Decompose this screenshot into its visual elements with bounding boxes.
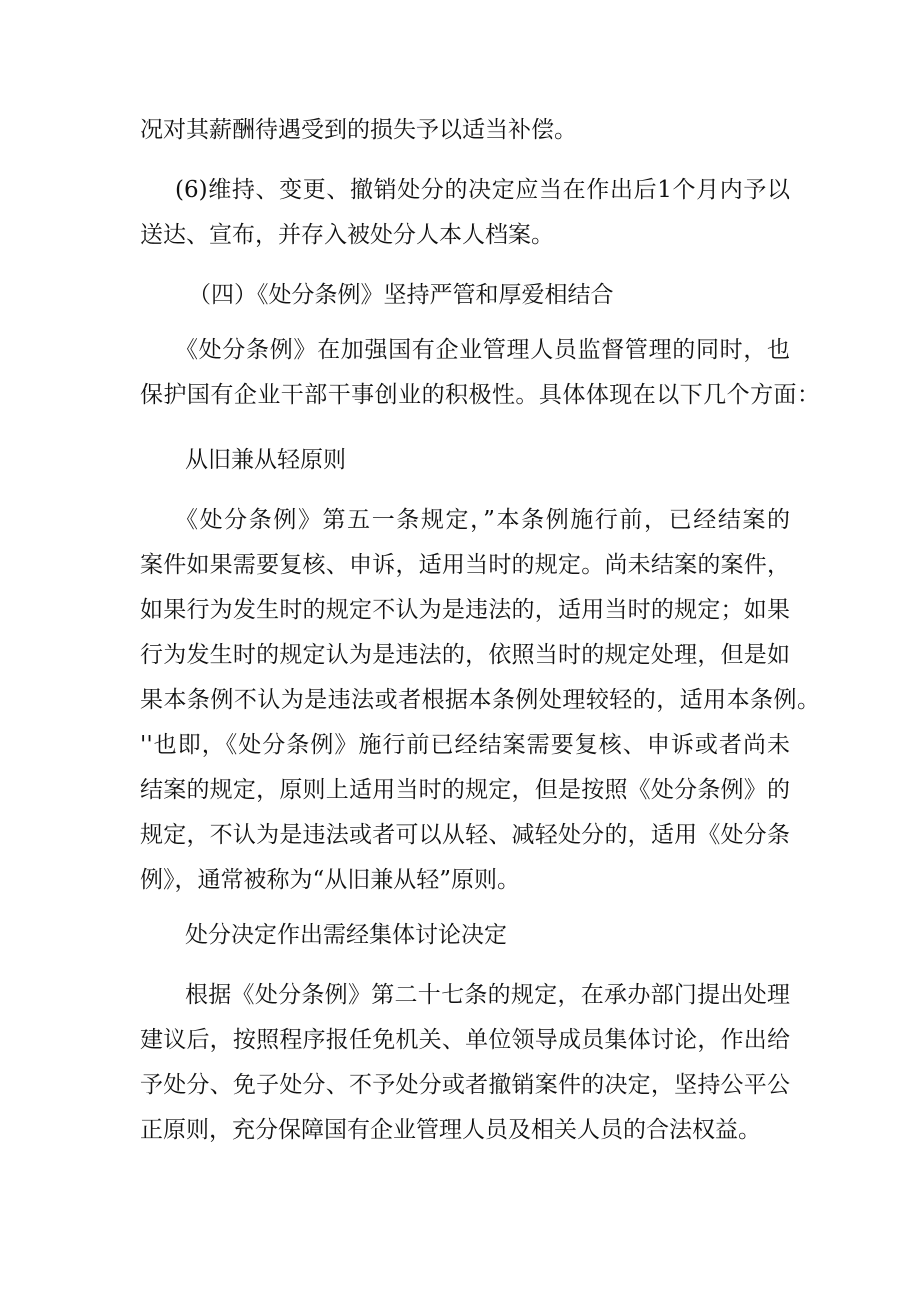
paragraph-line: 正原则，充分保障国有企业管理人员及相关人员的合法权益。 bbox=[140, 1117, 761, 1143]
paragraph-line: 例》，通常被称为“从旧兼从轻”原则。 bbox=[140, 867, 521, 893]
paragraph-line: 保护国有企业干部干事创业的积极性。具体体现在以下几个方面： bbox=[140, 382, 820, 408]
paragraph-line: 果本条例不认为是违法或者根据本条例处理较轻的，适用本条例。 bbox=[140, 687, 820, 713]
section-heading: （四）《处分条例》坚持严管和厚爱相结合 bbox=[188, 282, 614, 308]
paragraph-line: 行为发生时的规定认为是违法的，依照当时的规定处理，但是如 bbox=[140, 642, 790, 668]
paragraph-line: 规定，不认为是违法或者可以从轻、减轻处分的，适用《处分条 bbox=[140, 822, 790, 848]
paragraph-line: 予处分、免子处分、不予处分或者撤销案件的决定，坚持公平公 bbox=[140, 1072, 790, 1098]
paragraph-line: 如果行为发生时的规定不认为是违法的，适用当时的规定；如果 bbox=[140, 597, 790, 623]
subheading: 从旧兼从轻原则 bbox=[185, 447, 346, 473]
paragraph-line: (6)维持、变更、撤销处分的决定应当在作出后1个月内予以 bbox=[175, 177, 790, 203]
paragraph-line: 况对其薪酬待遇受到的损失予以适当补偿。 bbox=[140, 117, 577, 143]
paragraph-line: 案件如果需要复核、申诉，适用当时的规定。尚未结案的案件， bbox=[140, 552, 790, 578]
paragraph-line: 结案的规定，原则上适用当时的规定，但是按照《处分条例》的 bbox=[140, 777, 790, 803]
paragraph-line: 送达、宣布，并存入被处分人本人档案。 bbox=[140, 222, 554, 248]
paragraph-line: 《处分条例》在加强国有企业管理人员监督管理的同时，也 bbox=[175, 337, 790, 363]
paragraph-line: 《处分条例》第五一条规定，”本条例施行前，已经结案的 bbox=[175, 507, 790, 533]
paragraph-line: 建议后，按照程序报任免机关、单位领导成员集体讨论，作出给 bbox=[140, 1027, 790, 1053]
paragraph-line: ''也即，《处分条例》施行前已经结案需要复核、申诉或者尚未 bbox=[140, 732, 790, 758]
subheading: 处分决定作出需经集体讨论决定 bbox=[185, 922, 507, 948]
paragraph-line: 根据《处分条例》第二十七条的规定，在承办部门提出处理 bbox=[185, 982, 790, 1008]
